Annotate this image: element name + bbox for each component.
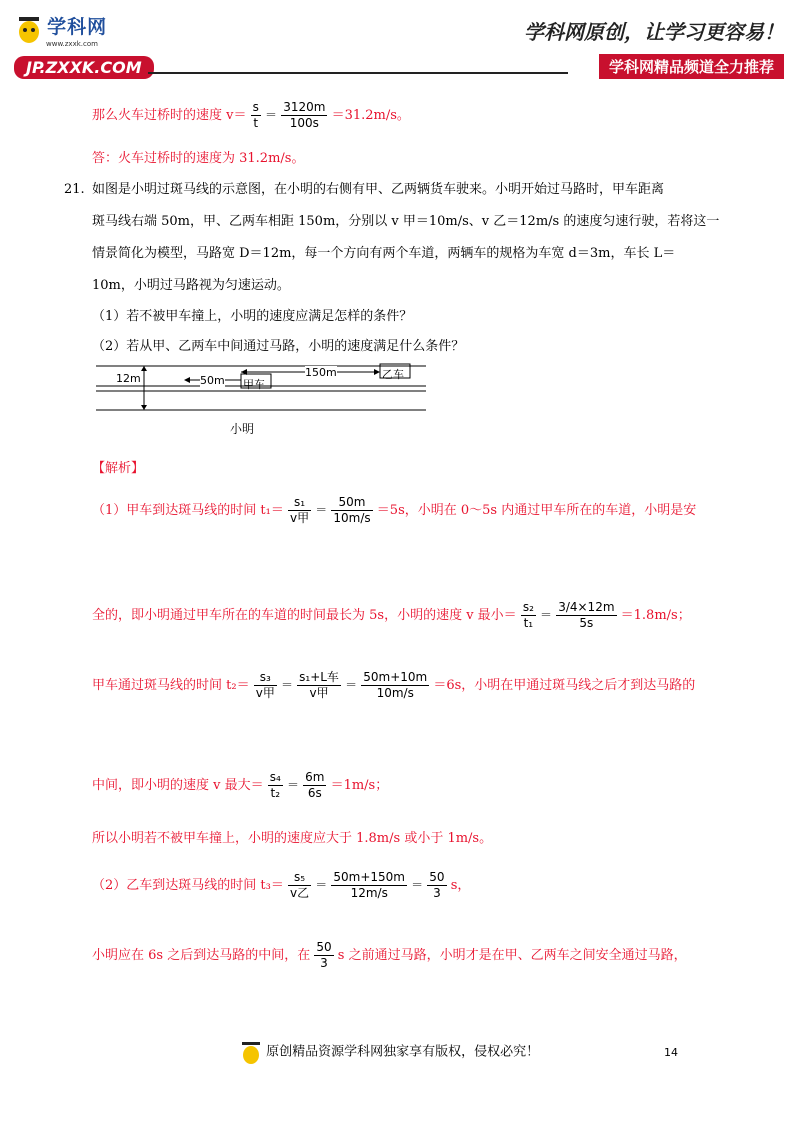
solution-heading: 【解析】: [92, 461, 145, 476]
header-divider: [148, 72, 568, 74]
sub-question-2: （2）若从甲、乙两车中间通过马路，小明的速度满足什么条件？: [92, 339, 465, 354]
road-width-label: 12m: [116, 372, 141, 385]
logo-title: 学科网: [47, 16, 108, 38]
solution-step-4: 中间，即小明的速度 v 最大＝ $\frac{\text{s₄}}{\text{t₂}}$ ＝ $\frac{6m}{6s}$ ＝1m/s；: [92, 770, 389, 800]
footer: [240, 1040, 539, 1064]
distance-label: 50m: [200, 374, 225, 387]
car-a-label: 甲车: [243, 378, 265, 391]
prev-answer-text: 那么火车过桥时的速度 v＝: [92, 108, 247, 123]
copyright-text: 原创精品资源学科网独家享有版权，侵权必究！: [266, 1044, 540, 1060]
page-number: 14: [664, 1046, 678, 1059]
question-number: 21.: [64, 182, 85, 197]
question-line: 10m，小明过马路视为匀速运动。: [92, 278, 290, 293]
person-label: 小明: [230, 422, 255, 436]
question-line: 情景简化为模型，马路宽 D＝12m，每一个方向有两个车道，两辆车的规格为车宽 d＝3m，车长 L＝: [92, 246, 676, 261]
site-logo: [16, 12, 107, 48]
mascot-icon: [240, 1040, 262, 1064]
slogan: 学科网原创，让学习更容易！: [524, 20, 784, 44]
prev-answer-line: 那么火车过桥时的速度 v＝ $\frac{s}{t}$ ＝ $\frac{3120m}{100s}$ ＝31.2m/s。: [92, 100, 410, 130]
solution-step-5: （2）乙车到达斑马线的时间 t₃＝ $\frac{\text{s₅}}{\text{v乙}}$ ＝ $\frac{50m+150m}{12m/s}$ ＝ $\frac{50}{3}$ s，: [92, 870, 471, 900]
solution-step-2: 全的，即小明通过甲车所在的车道的时间最长为 5s，小明的速度 v 最小＝ $\frac{\text{s₂}}{\text{t₁}}$ ＝ $\frac{3/4\times 12m}{5s}$ ＝1.8m/s；: [92, 600, 691, 630]
logo-url: www.zxxk.com: [46, 39, 98, 48]
distance-label: 150m: [305, 366, 337, 379]
sub-question-1: （1）若不被甲车撞上，小明的速度应满足怎样的条件？: [92, 309, 413, 324]
channel-badge: 学科网精品频道全力推荐: [599, 54, 784, 79]
fraction: $\frac{3120m}{100s}$: [283, 100, 326, 130]
solution-step-3: 甲车通过斑马线的时间 t₂＝ $\frac{\text{s₃}}{\text{v甲}}$ ＝ $\frac{\text{s₁+L车}}{\text{v甲}}$ ＝ $\frac{50m+10m}{10m/s}$ ＝6s，小明在甲通过斑马线之后才到达马路的: [92, 670, 696, 700]
prev-answer-conclusion: 答：火车过桥时的速度为 31.2m/s。: [92, 151, 305, 166]
road-diagram: [96, 360, 426, 440]
domain-badge[interactable]: JP.ZXXK.COM: [14, 56, 154, 79]
solution-conclusion-1: 所以小明若不被甲车撞上，小明的速度应大于 1.8m/s 或小于 1m/s。: [92, 831, 493, 846]
solution-step-1: （1）甲车到达斑马线的时间 t₁＝ $\frac{\text{s₁}}{\text{v甲}}$ ＝ $\frac{50m}{10m/s}$ ＝5s，小明在 0～5s 内通过甲车所在的车道，小明是安: [92, 495, 697, 525]
car-b-label: 乙车: [382, 368, 404, 381]
question-line: 如图是小明过斑马线的示意图，在小明的右侧有甲、乙两辆货车驶来。小明开始过马路时，甲车距离: [92, 182, 665, 197]
fraction: $\frac{s}{t}$: [252, 100, 259, 130]
solution-step-6: 小明应在 6s 之后到达马路的中间，在 $\frac{50}{3}$ s 之前通过马路，小明才是在甲、乙两车之间安全通过马路，: [92, 940, 687, 970]
question-line: 斑马线右端 50m，甲、乙两车相距 150m，分别以 v 甲＝10m/s、v 乙＝12m/s 的速度匀速行驶，若将这一: [92, 214, 720, 229]
mascot-icon: [16, 14, 42, 44]
